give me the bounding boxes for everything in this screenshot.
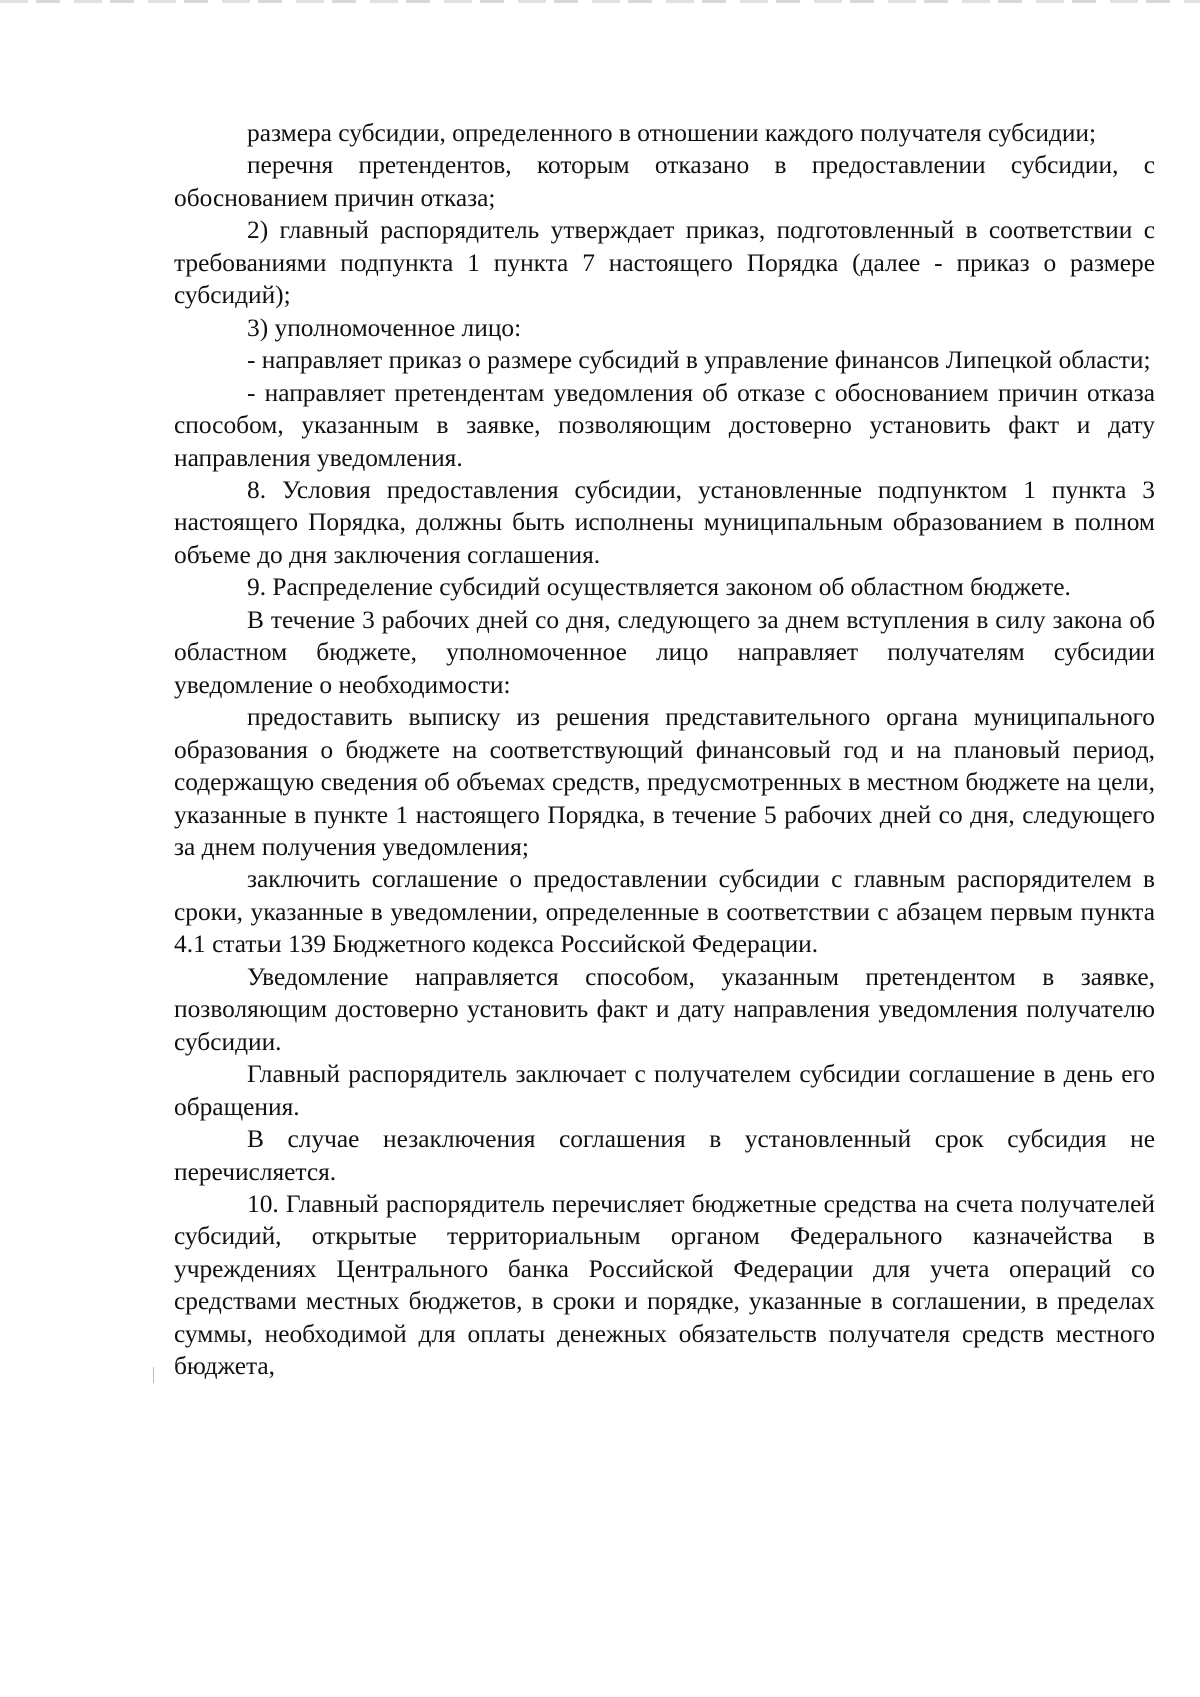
scan-edge-artifact — [0, 0, 1200, 3]
paragraph-clause-10: 10. Главный распорядитель перечисляет бюджетные средства на счета получателей субсидий, открытые территориальным органом Федерального казначейства в учреждениях Центрального банка Российской Федерации для учета операций со средствами местных бюджетов, в сроки и порядке, указанные в соглашении, в пределах суммы, необходимой для оплаты денежных обязательств получателя средств местного бюджета, — [174, 1189, 1155, 1381]
paragraph-item-2: 2) главный распорядитель утверждает приказ, подготовленный в соответствии с требованиями подпункта 1 пункта 7 настоящего Порядка (далее - приказ о размере субсидий); — [174, 216, 1155, 310]
paragraph-rejected-list: перечня претендентов, которым отказано в предоставлении субсидии, с обоснованием причин отказа; — [174, 151, 1155, 212]
paragraph-subsidy-size: размера субсидии, определенного в отношении каждого получателя субсидии; — [247, 119, 1097, 147]
paragraph-no-transfer: В случае незаключения соглашения в установленный срок субсидия не перечисляется. — [174, 1125, 1155, 1186]
paragraph-provide-extract: предоставить выписку из решения представительного органа муниципального образования о бюджете на соответствующий финансовый год и на плановый период, содержащую сведения об объемах средств, предусмотренных в местном бюджете на цели, указанные в пункте 1 настоящего Порядка, в течение 5 рабочих дней со дня, следующего за днем получения уведомления; — [174, 703, 1155, 861]
paragraph-send-order: - направляет приказ о размере субсидий в управление финансов Липецкой области; — [247, 346, 1151, 375]
paragraph-notification-deadline: В течение 3 рабочих дней со дня, следующего за днем вступления в силу закона об областном бюджете, уполномоченное лицо направляет получателям субсидии уведомление о необходимости: — [174, 605, 1155, 699]
paragraph-clause-8: 8. Условия предоставления субсидии, установленные подпунктом 1 пункта 3 настоящего Порядка, должны быть исполнены муниципальным образованием в полном объеме до дня заключения соглашения. — [174, 475, 1155, 569]
paragraph-agreement-day: Главный распорядитель заключает с получателем субсидии соглашение в день его обращения. — [174, 1060, 1155, 1121]
paragraph-conclude-agreement: заключить соглашение о предоставлении субсидии с главным распорядителем в сроки, указанные в уведомлении, определенные в соответствии с абзацем первым пункта 4.1 статьи 139 Бюджетного кодекса Российской Федерации. — [174, 865, 1155, 959]
paragraph-clause-9: 9. Распределение субсидий осуществляется законом об областном бюджете. — [247, 573, 1071, 602]
paragraph-notification-method: Уведомление направляется способом, указанным претендентом в заявке, позволяющим достоверно установить факт и дату направления уведомления получателю субсидии. — [174, 962, 1155, 1056]
margin-mark — [153, 1367, 154, 1383]
paragraph-item-3: 3) уполномоченное лицо: — [247, 313, 522, 342]
paragraph-send-refusal: - направляет претендентам уведомления об отказе с обоснованием причин отказа способом, указанным в заявке, позволяющим достоверно установить факт и дату направления уведомления. — [174, 378, 1155, 472]
document-body — [174, 117, 1155, 1383]
